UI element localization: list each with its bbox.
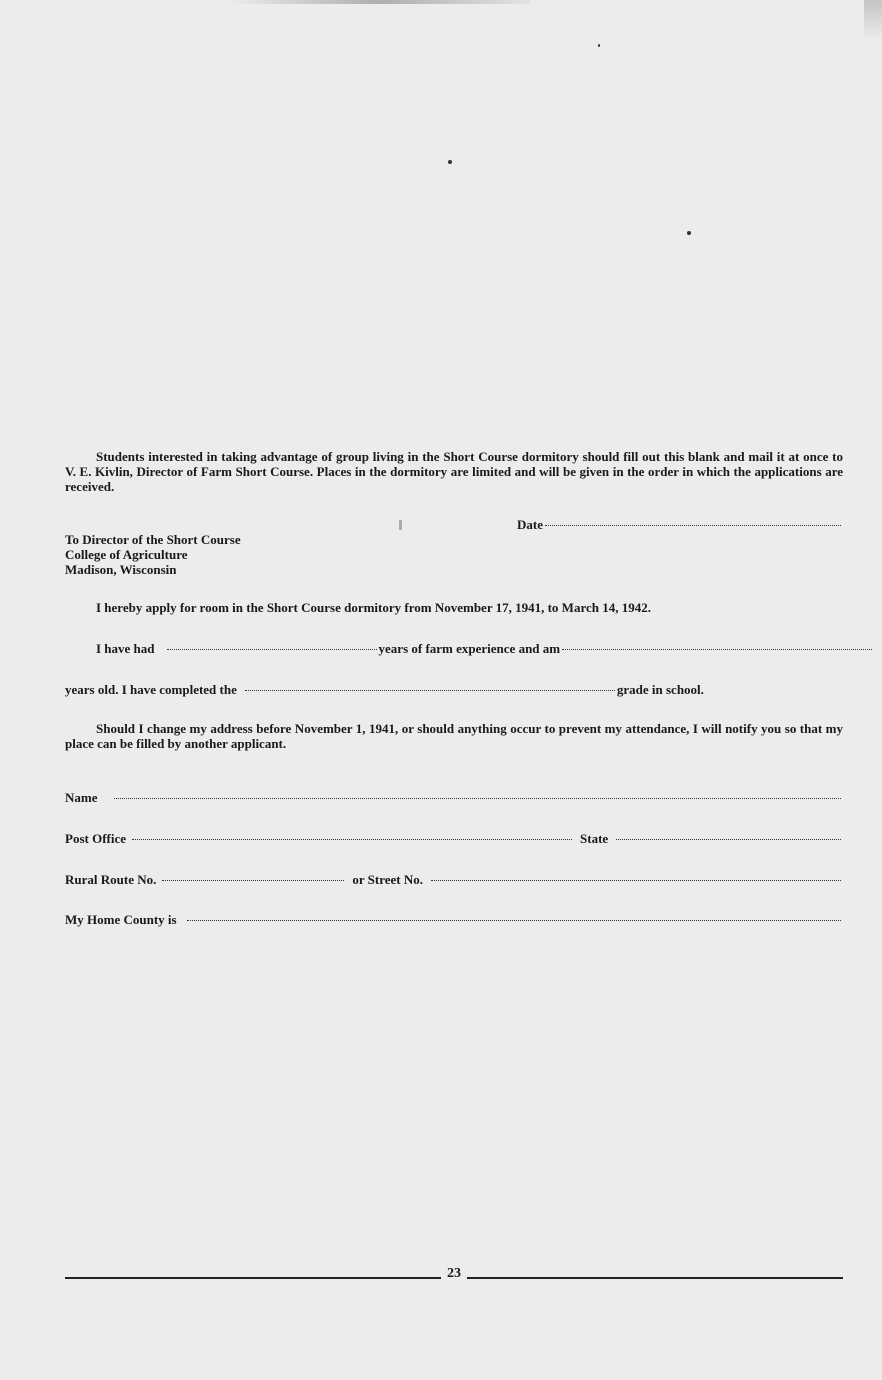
state-label: State: [580, 831, 609, 846]
rural-route-label: Rural Route No.: [65, 872, 157, 887]
rural-route-field[interactable]: [162, 880, 344, 881]
county-row: [65, 912, 843, 928]
name-label: Name: [65, 790, 98, 805]
page-number: 23: [447, 1266, 461, 1281]
grade-row: [65, 682, 843, 698]
date-label: Date: [517, 517, 543, 532]
scan-speck: [687, 231, 691, 235]
state-field[interactable]: [616, 839, 841, 840]
post-office-row: [65, 831, 843, 847]
route-row: [65, 872, 843, 888]
age-field[interactable]: [562, 649, 872, 650]
date-row: [65, 517, 843, 533]
county-field[interactable]: [187, 920, 841, 921]
date-field[interactable]: [545, 525, 841, 526]
experience-label-2: years of farm experience and am: [378, 641, 561, 656]
footer-rule: [467, 1277, 843, 1279]
scan-smudge: [230, 0, 530, 4]
grade-field[interactable]: [245, 690, 615, 691]
street-field[interactable]: [431, 880, 841, 881]
county-label: My Home County is: [65, 912, 177, 927]
footer-rule: [65, 1277, 441, 1279]
notice-paragraph: Should I change my address before November 1, 1941, or should anything occur to prevent my attendance, I will notify you so that my place can be filled by another applicant.: [65, 721, 843, 751]
post-office-field[interactable]: [132, 839, 572, 840]
name-row: [65, 790, 843, 806]
grade-label: years old. I have completed the: [65, 682, 237, 697]
address-block: [65, 532, 241, 577]
street-label: or Street No.: [352, 872, 423, 887]
experience-label: I have had: [96, 641, 155, 656]
grade-label-2: grade in school.: [616, 682, 704, 697]
page-footer: [65, 1263, 843, 1285]
experience-row: [65, 641, 874, 657]
intro-paragraph: Students interested in taking advantage of group living in the Short Course dormitory should fill out this blank and mail it at once to V. E. Kivlin, Director of Farm Short Course. Places in the dormitory are limited and will be given in the order in which the applications are received.: [65, 449, 843, 494]
years-experience-field[interactable]: [167, 649, 377, 650]
scan-smudge: [864, 0, 882, 40]
apply-statement: I hereby apply for room in the Short Course dormitory from November 17, 1941, to March 14, 1942.: [96, 600, 651, 615]
name-field[interactable]: [114, 798, 842, 799]
address-line: College of Agriculture: [65, 547, 188, 562]
address-line: Madison, Wisconsin: [65, 562, 177, 577]
scan-speck: [598, 44, 600, 47]
scan-speck: [448, 160, 452, 164]
address-line: To Director of the Short Course: [65, 532, 241, 547]
post-office-label: Post Office: [65, 831, 127, 846]
